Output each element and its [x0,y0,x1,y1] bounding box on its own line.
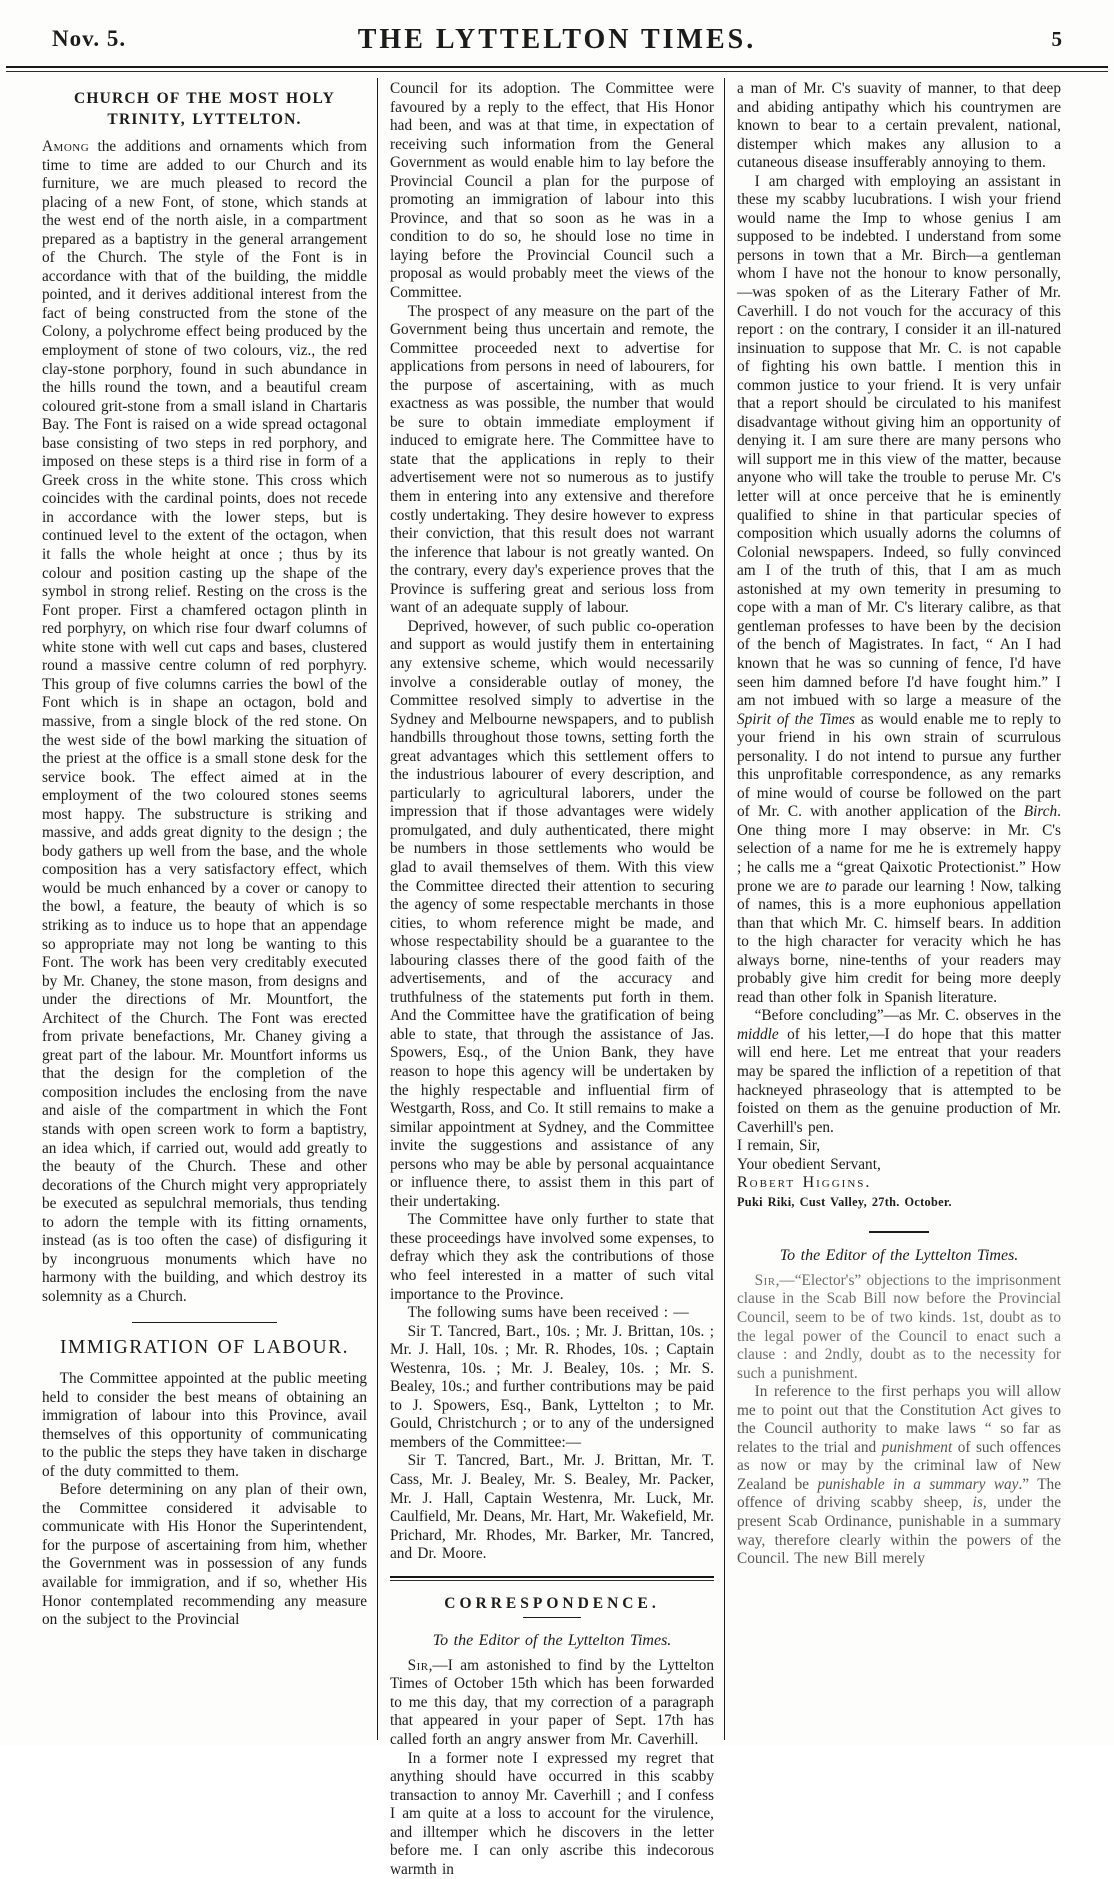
page-number: 5 [1051,27,1062,51]
article-heading-church: CHURCH OF THE MOST HOLY TRINITY, LYTTELTON. [74,90,335,128]
article-separator-rule [132,1322,277,1323]
paragraph-committee-members: Sir T. Tancred, Bart., Mr. J. Brittan, Mr. T. Cass, Mr. J. Bealey, Mr. S. Bealey, Mr. Packer, Mr. J. Hall, Captain Westenra, Mr. Luck, Mr. Caulfield, Mr. Deans, Mr. Hart, Mr. Wakefield, Mr. Prichard, Mr. Rhodes, Mr. Barker, Mr. Tancred, and Dr. Moore. [390,1452,714,1563]
signoff-line: I remain, Sir, [737,1137,821,1155]
masthead [0,0,1114,66]
heading-underline-rule [523,1617,581,1618]
paragraph-subscription-list: Sir T. Tancred, Bart., 10s. ; Mr. J. Brittan, 10s. ; Mr. J. Hall, 10s. ; Mr. R. Rhodes, 10s. ; Captain Westenra, 10s. ; Mr. J. Bealey, 10s. ; Mr. S. Bealey, 10s.; and further contributions may be paid to J. Spowers, Esq., Bank, Lyttelton ; to Mr. Gould, Christchurch ; or to any of the undersigned members of the Committee:— [390,1322,714,1451]
correspondence-heading: CORRESPONDENCE. [444,1594,660,1612]
letter-separator-rule [869,1231,929,1233]
paragraph: In a former note I expressed my regret that anything should have occurred in this scabby transaction to annoy Mr. Caverhill ; and I confess I am quite at a loss to account for the virulence, and illtemper which he discovers in the letter before me. I can only ascribe this indecorous warmth in [390,1749,714,1878]
paragraph: The following sums have been received : — [407,1304,689,1322]
signoff-line: Your obedient Servant, [737,1155,881,1173]
paragraph: I am charged with employing an assistant in these my scabby lucubrations. I wish your friend would name the Imp to whose genius I am supposed to be indebted. I understand from some persons in town that a Mr. Birch—a gentleman whom I have not the honour to know personally,—was spoken of as the Literary Father of Mr. Caverhill. I do not vouch for the accuracy of this report : on the contrary, I consider it an ill-natured insinuation to suppose that Mr. C. is not capable of fighting his own battle. I mention this in common justice to your friend. It is very unfair that a report should be circulated to his manifest disadvantage without giving him an opportunity of denying it. I am sure there are many persons who will support me in this view of the matter, because anyone who will take the trouble to peruse Mr. C's letter will at once perceive that he is eminently qualified to shine in that particular species of composition which usually adorns the columns of Colonial newspapers. Indeed, so fully convinced am I of the truth of this, that I am as much astonished at my own temerity in presuming to cope with a man of Mr. C's literary calibre, as that gentleman professes to have been by the decision of the bench of Magistrates. In fact, “ An I had known that he was so cunning of fence, I'd have seen him damned before I'd have fought him.” I am not imbued with so large a measure of the Spirit of the Times as would enable me to reply to your friend in his own strain of scurrulous personality. I do not intend to pursue any further this unprofitable correspondence, as any remarks of mine would of course be followed on the part of Mr. C. with another application of the Birch. One thing more I may observe: in Mr. C's selection of a name for me he is extremely happy ; he calls me a “great Qaixotic Protectionist.” How prone we are to parade our learning ! Now, talking of names, this is a more euphonious appellation than that which Mr. C. himself bears. In addition to the high character for veracity which he has always borne, nine-tenths of your readers may probably give him credit for being more deeply read than other folk in Spanish literature. [737,172,1062,1006]
letter-salutation: To the Editor of the Lyttelton Times. [779,1247,1019,1265]
letter-dateline: Puki Riki, Cust Valley, 27th. October. [737,1194,952,1209]
paragraph: Before determining on any plan of their own, the Committee considered it advisable to communicate with His Honor the Superintendent, for the purpose of ascertaining from him, whether the Government was in possession of any funds available for immigration, and if so, whether His Honor contemplated recommending any measure on the subject to the Provincial [42,1481,367,1629]
article-heading-immigration: IMMIGRATION OF LABOUR. [60,1337,349,1359]
section-separator-rule [390,1576,714,1581]
article-body-church: Among the additions and ornaments which from time to time are added to our Church and its furniture, we are much pleased to record the placing of a new Font, of stone, which stands at the west end of the north aisle, in a compartment prepared as a baptistry in the general arrangement of the Church. The style of the Font is in accordance with that of the building, the middle pointed, and it derives additional interest from the fact of being constructed from the stone of the Colony, a polychrome effect being produced by the employment of stone of two colours, viz., the red clay-stone porphory, found in such abundance in the hills round the town, and a beautiful cream coloured grit-stone from a small island in Chartaris Bay. The Font is raised on a wide spread octagonal base consisting of two steps in red porphory, and imposed on these steps is a third rise in form of a Greek cross in the white stone. This cross which coincides with the cardinal points, does not recede in accordance with the lower steps, but is continued level to the extent of the octagon, when it falls the whole height at once ; thus by its colour and position casting up the shape of the symbol in strong relief. Resting on the cross is the Font proper. First a chamfered octagon plinth in red porphyry, on which rise four dwarf columns of white stone with well cut caps and bases, clustered round a massive centre column of red porphyry. This group of five columns carries the bowl of the Font which is in shape an octagon, bold and massive, from a single block of the red stone. On the west side of the bowl marking the situation of the priest at the office is a small stone desk for the service book. The effect aimed at in the employment of the two coloured stones seems most happy. The substructure is striking and massive, and adds great dignity to the design ; the body gathers up well from the base, and the whole composition has a very satisfactory effect, which would be much enhanced by a cover or canopy to the bowl, a feature, the beauty of which is so striking as to induce us to hope that an appendage so appropriate may not long be wanting to this Font. The work has been very creditably executed by Mr. Chaney, the stone mason, from designs and under the directions of Mr. Mountfort, the Architect of the Church. The Font was erected from private benefactions, Mr. Chaney giving a great part of the labour. Mr. Mountfort informs us that the design for the completion of the composition includes the enclosing from the nave and aisle of the compartment in which the Font stands with open screen work to form a baptistry, an idea which, if carried out, would add greatly to the beauty of the Church. These and other decorations of the Church might very appropriately be executed as sepulchral memorials, thus tending to adorn the temple with its fitting ornaments, instead (as is too often the case) of disfiguring it by incongruous monuments which have no harmony with the building, and which destroy its solemnity as a Church. [42,138,367,1305]
column-layout [0,72,1114,1878]
paragraph: a man of Mr. C's suavity of manner, to that deep and abiding antipathy which his countrymen are known to bear to a certain prevalent, national, distemper which makes any allusion to a cutaneous disease insufferably annoying to them. [737,80,1061,172]
letter-salutation: To the Editor of the Lyttelton Times. [432,1632,672,1650]
masthead-date: Nov. 5. [52,26,127,51]
paragraph: Sir,—“Elector's” objections to the imprisonment clause in the Scab Bill now before the Provincial Council, seem to be of two kinds. 1st, doubt as to the legal power of the Council to enact such a clause : and 2ndly, doubt as to the necessity for such a punishment. [737,1271,1061,1382]
paragraph: Sir,—I am astonished to find by the Lyttelton Times of October 15th which has been forwarded to me this day, that my correction of a paragraph that appeared in your paper of Sept. 17th has called forth an angry answer from Mr. Caverhill. [390,1656,714,1749]
paragraph: “Before concluding”—as Mr. C. observes in the middle of his letter,—I do hope that this matter will end here. Let me entreat that your readers may be spared the infliction of a repetition of that hackneyed phraseology that is attempted to be foisted on them as the genuine production of Mr. Caverhill's pen. [737,1007,1061,1136]
column-1 [30,78,377,1740]
column-3 [724,78,1071,1740]
paragraph: The prospect of any measure on the part of the Government being thus uncertain and remote, the Committee proceeded next to advertise for applications from persons in need of labourers, for the purpose of ascertaining, with as much exactness as was possible, the number that would be sure to obtain immediate employment if induced to emigrate here. The Committee have to state that the applications in reply to their advertisement were not so numerous as to justify them in entering into any extensive and therefore costly undertaking. They desire however to express their conviction, that this result does not warrant the inference that labour is not greatly wanted. On the contrary, every day's experience proves that the Province is suffering great and serious loss from want of an adequate supply of labour. [390,302,714,617]
paragraph: In reference to the first perhaps you will allow me to point out that the Constitution Act gives to the Council authority to make laws “ so far as relates to the trial and punishment of such offences as now or may by the criminal law of New Zealand be punishable in a summary way.” The offence of driving scabby sheep, is, under the present Scab Ordinance, punishable in a summary way, therefore clearly within the powers of the Council. The new Bill merely [737,1383,1061,1568]
signature-name: Robert Higgins. [737,1174,872,1192]
newspaper-title: THE LYTTELTON TIMES. [357,24,757,55]
paragraph: Deprived, however, of such public co-operation and support as would justify them in entertaining any extensive scheme, which would necessarily involve a considerable outlay of money, the Committee resolved simply to advertise in the Sydney and Melbourne newspapers, and to publish handbills throughout those towns, setting forth the great advantages which this settlement offers to the industrious labourer of every description, and particularly to agricultural laborers, under the impression that if those advantages were widely promulgated, and duly authenticated, there might be numbers in those settlements who would be glad to avail themselves of them. With this view the Committee directed their attention to securing the agency of some respectable merchants in those cities, to whom reference might be made, and whose respectability should be a guarantee to the labouring classes there of the good faith of the advertisements, and of the accuracy and truthfulness of the statements put forth in them. And the Committee have the gratification of being able to state, that through the assistance of Jas. Spowers, Esq., of the Union Bank, they have reason to hope this agency will be undertaken by the highly respectable and influential firm of Westgarth, Ross, and Co. It still remains to make a similar appointment at Sydney, and the Committee invite the suggestions and assistance of any persons who may be able by personal acquaintance or influence there, to assist them in this part of their undertaking. [390,617,714,1210]
paragraph: The Committee have only further to state that these proceedings have involved some expenses, to defray which they ask the contributions of those who feel interested in a matter of such vital importance to the Province. [390,1211,714,1303]
paragraph: Council for its adoption. The Committee were favoured by a reply to the effect, that His Honor had been, and was at that time, in expectation of receiving such information from the General Government as would enable him to lay before the Provincial Council a plan for the purpose of promoting an immigration of labour into this Province, and that so soon as he was in a condition to do so, he should lose no time in laying before the Provincial Council such a proposal as would probably meet the views of the Committee. [390,80,714,302]
column-2 [377,78,724,1878]
paragraph: The Committee appointed at the public meeting held to consider the best means of obtaining an immigration of labour into this Province, avail themselves of this opportunity of communicating to the public the steps they have taken in discharge of the duty committed to them. [42,1370,367,1480]
